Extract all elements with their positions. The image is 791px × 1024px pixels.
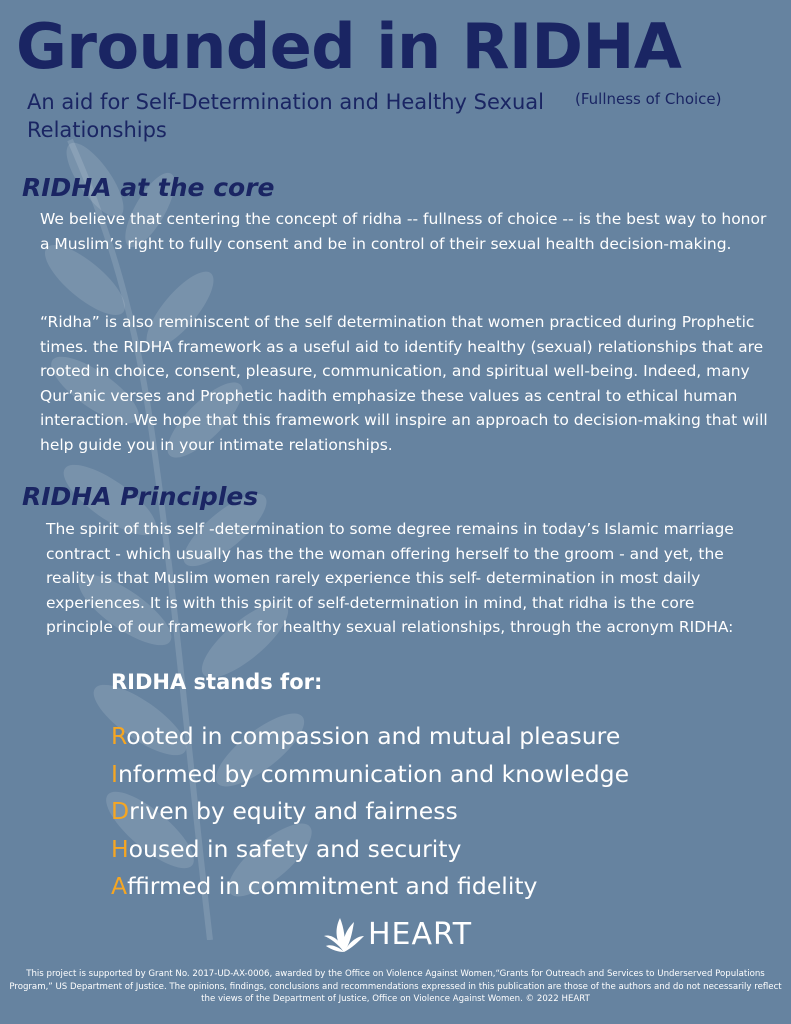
acronym-heading: RIDHA stands for:	[111, 670, 323, 694]
acronym-item-a	[111, 868, 629, 906]
acronym-letter: D	[111, 797, 130, 825]
acronym-letter: H	[111, 834, 129, 863]
principles-paragraph: The spirit of this self -determination to some degree remains in today’s Islamic marriage contract - which usually has the the woman offering herself to the groom - and yet, the reality is that Muslim women rarely experience this self- determination in most daily experiences. It is with this spirit of self-determination in mind, that ridha is the core principle of our framework for healthy sexual relationships, through the acronym RIDHA:	[46, 520, 734, 636]
page-title: Grounded in RIDHA	[16, 10, 682, 83]
core-paragraph-2: “Ridha” is also reminiscent of the self determination that women practiced during Prophetic times. the RIDHA framework as a useful aid to identify healthy (sexual) relationships that are rooted in choice, consent, pleasure, communication, and spiritual well-being. Indeed, many Qur’anic verses and Prophetic hadith emphasize these values as central to ethical human interaction. We hope that this framework will inspire an approach to decision-making that will help guide you in your intimate relationships.	[40, 313, 768, 454]
acronym-text: riven by equity and fairness	[129, 797, 458, 825]
principles-heading: RIDHA Principles	[22, 482, 259, 511]
acronym-letter: A	[111, 872, 128, 900]
acronym-letter: I	[111, 759, 118, 788]
acronym-item-i	[111, 756, 629, 794]
subtitle-note: (Fullness of Choice)	[575, 90, 722, 108]
page-subtitle: An aid for Self-Determination and Healthy Sexual Relationships	[27, 90, 544, 142]
logo-text: HEART	[368, 916, 473, 952]
acronym-text: ffirmed in commitment and fidelity	[127, 872, 538, 900]
core-heading: RIDHA at the core	[22, 173, 275, 202]
acronym-list	[111, 718, 629, 906]
acronym-item-d	[111, 793, 629, 831]
acronym-item-h	[111, 831, 629, 869]
core-paragraph-1: We believe that centering the concept of ridha -- fullness of choice -- is the best way to honor a Muslim’s right to fully consent and be in control of their sexual health decision-making.	[40, 210, 767, 253]
acronym-text: oused in safety and security	[128, 834, 462, 863]
acronym-text: ooted in compassion and mutual pleasure	[126, 722, 621, 750]
acronym-text: nformed by communication and knowledge	[117, 759, 630, 788]
heart-logo	[322, 906, 472, 962]
lotus-icon	[322, 912, 366, 956]
acronym-item-r	[111, 718, 629, 756]
acronym-letter: R	[111, 722, 127, 750]
footer-disclaimer: This project is supported by Grant No. 2017-UD-AX-0006, awarded by the Office on Violence Against Women,“Grants for Outreach and Services to Underserved Populations Program,” US Department of Justice. The opinions, findings, conclusions and recommendations expressed in this publication are those of the authors and do not necessarily reflect the views of the Department of Justice, Office on Violence Against Women. © 2022 HEART	[9, 969, 782, 1005]
